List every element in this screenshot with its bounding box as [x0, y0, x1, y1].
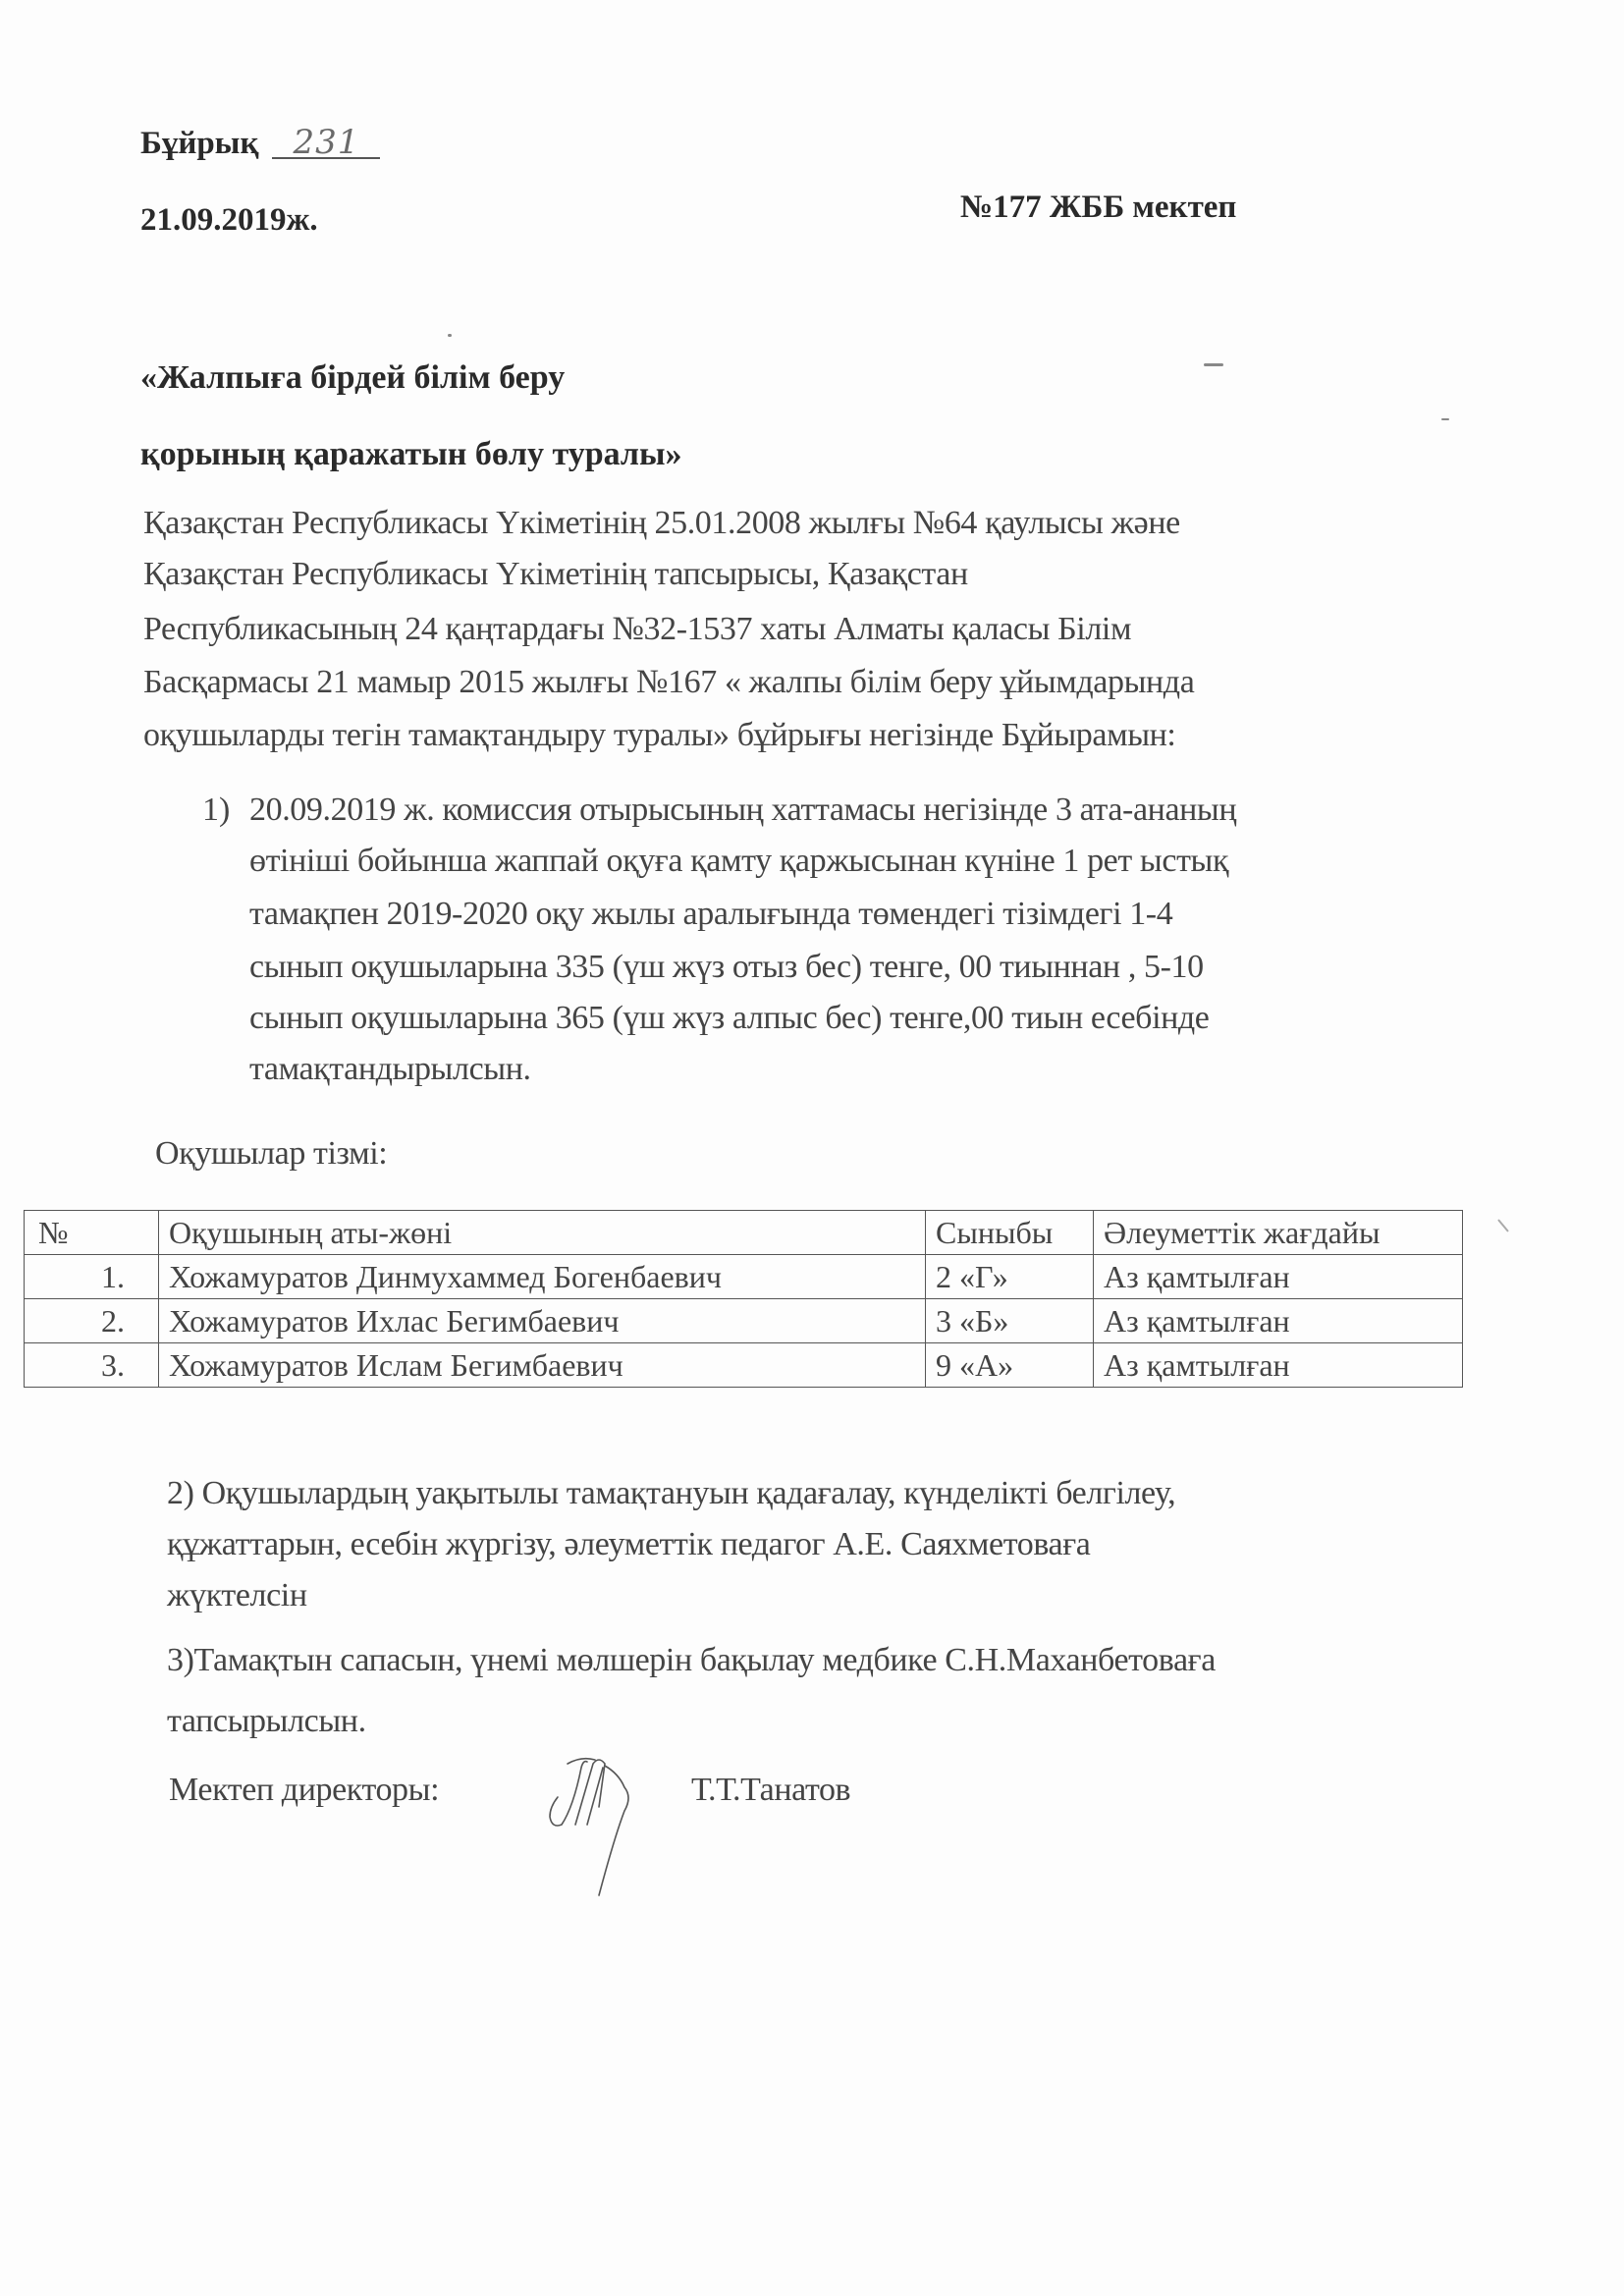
item-2-line: жүктелсін — [167, 1577, 307, 1613]
order-date: 21.09.2019ж. — [140, 202, 318, 238]
item-3-line: тапсырылсын. — [167, 1703, 366, 1739]
student-status: Аз қамтылған — [1094, 1255, 1463, 1299]
scan-speck — [1497, 1219, 1509, 1232]
col-class-header: Сыныбы — [926, 1211, 1094, 1255]
item-2-line: құжаттарын, есебін жүргізу, әлеуметтік педагог А.Е. Саяхметоваға — [167, 1526, 1091, 1562]
item-1-line: 20.09.2019 ж. комиссия отырысының хаттамасы негізінде 3 ата-ананың — [249, 792, 1237, 828]
col-name-header: Оқушының аты-жөні — [159, 1211, 926, 1255]
student-class: 3 «Б» — [926, 1299, 1094, 1343]
list-caption: Оқушылар тізмі: — [155, 1135, 388, 1172]
item-1-line: тамақтандырылсын. — [249, 1051, 531, 1087]
row-number: 1. — [25, 1255, 159, 1299]
item-1-marker: 1) — [202, 792, 231, 828]
school-name: №177 ЖББ мектеп — [960, 190, 1237, 225]
item-1-line: сынып оқушыларына 335 (үш жүз отыз бес) тенге, 00 тиыннан , 5-10 — [249, 949, 1204, 985]
student-class: 9 «А» — [926, 1343, 1094, 1388]
preamble-line: Қазақстан Республикасы Үкіметінің тапсырысы, Қазақстан — [143, 556, 968, 592]
signature-mark-icon — [530, 1748, 668, 1905]
director-name: Т.Т.Танатов — [691, 1772, 851, 1808]
preamble-line: Республикасының 24 қаңтардағы №32-1537 хаты Алматы қаласы Білім — [143, 611, 1132, 647]
student-class: 2 «Г» — [926, 1255, 1094, 1299]
director-role: Мектеп директоры: — [169, 1772, 440, 1808]
item-1-line: өтініші бойынша жаппай оқуға қамту қаржысынан күніне 1 рет ыстық — [249, 843, 1229, 879]
preamble-line: Қазақстан Республикасы Үкіметінің 25.01.2008 жылғы №64 қаулысы және — [143, 505, 1180, 541]
order-number: 231 — [272, 128, 380, 159]
students-table — [24, 1210, 1463, 1388]
scan-speck — [1204, 363, 1223, 366]
student-name: Хожамуратов Ислам Бегимбаевич — [159, 1343, 926, 1388]
title-line-1: «Жалпыға бірдей білім беру — [140, 359, 566, 396]
scan-speck — [448, 334, 452, 337]
item-1-line: тамақпен 2019-2020 оқу жылы аралығында төмендегі тізімдегі 1-4 — [249, 896, 1173, 932]
scan-speck — [1441, 418, 1449, 420]
table-row — [25, 1255, 1463, 1299]
order-label: Бұйрық — [140, 126, 259, 161]
table-header-row — [25, 1211, 1463, 1255]
item-1-line: сынып оқушыларына 365 (үш жүз алпыс бес) тенге,00 тиын есебінде — [249, 1000, 1210, 1036]
col-status-header: Әлеуметтік жағдайы — [1094, 1211, 1463, 1255]
order-heading — [140, 123, 380, 162]
student-status: Аз қамтылған — [1094, 1343, 1463, 1388]
preamble-line: Басқармасы 21 мамыр 2015 жылғы №167 « жалпы білім беру ұйымдарында — [143, 664, 1195, 700]
student-name: Хожамуратов Динмухаммед Богенбаевич — [159, 1255, 926, 1299]
preamble-line: оқушыларды тегін тамақтандыру туралы» бұйрығы негізінде Бұйырамын: — [143, 717, 1176, 753]
table-row — [25, 1299, 1463, 1343]
row-number: 2. — [25, 1299, 159, 1343]
table-row — [25, 1343, 1463, 1388]
row-number: 3. — [25, 1343, 159, 1388]
student-name: Хожамуратов Ихлас Бегимбаевич — [159, 1299, 926, 1343]
item-3-line: 3)Тамақтын сапасын, үнемі мөлшерін бақылау медбике С.Н.Маханбетоваға — [167, 1642, 1216, 1678]
item-2-line: 2) Оқушылардың уақытылы тамақтануын қадағалау, күнделікті белгілеу, — [167, 1475, 1176, 1511]
col-number-header: № — [25, 1211, 159, 1255]
student-status: Аз қамтылған — [1094, 1299, 1463, 1343]
title-line-2: қорының қаражатын бөлу туралы» — [140, 436, 682, 472]
